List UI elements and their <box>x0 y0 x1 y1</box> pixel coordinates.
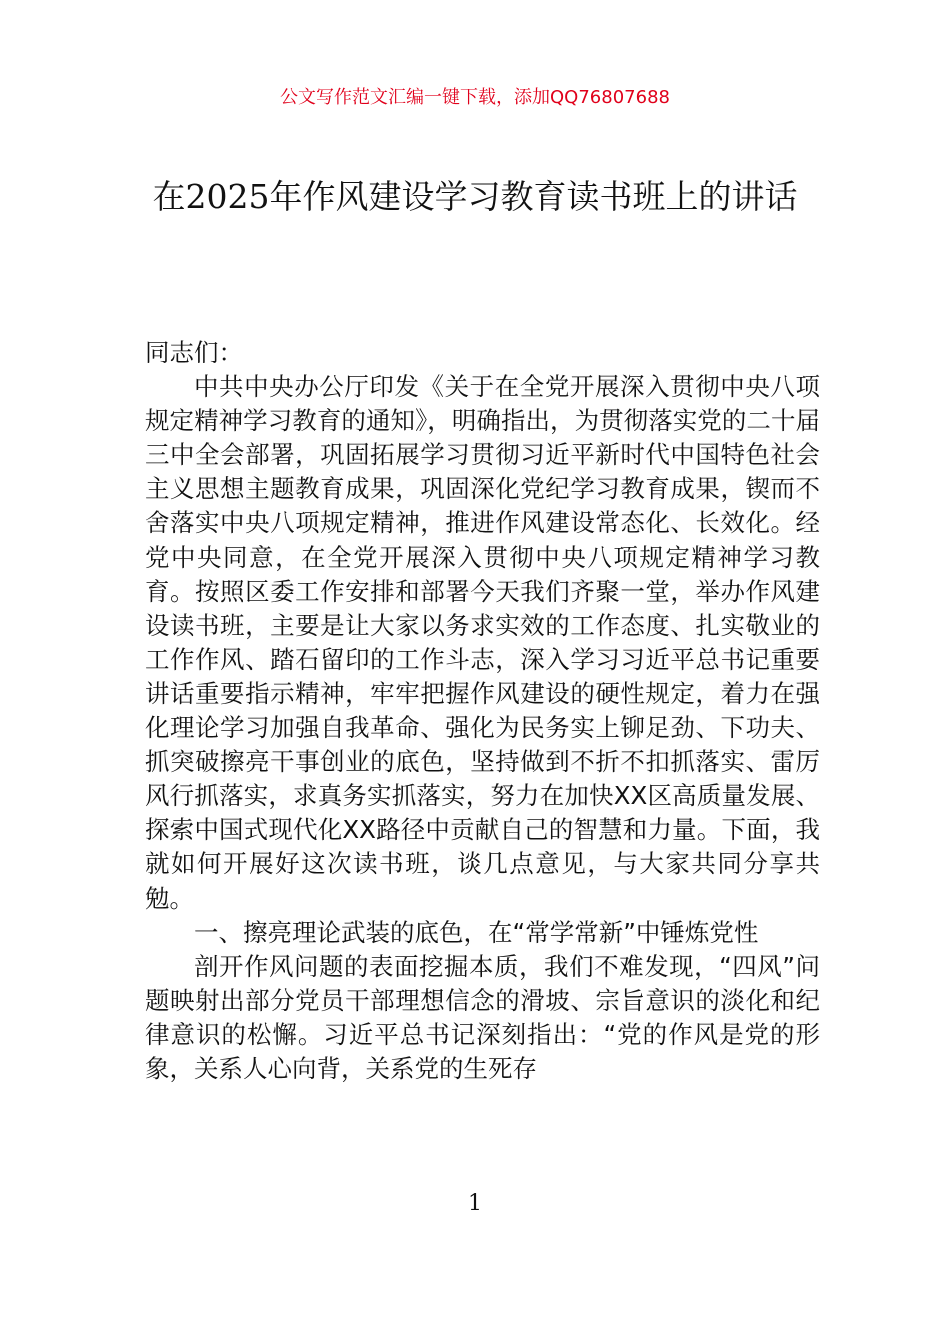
section-heading-1: 一、擦亮理论武装的底色，在“常学常新”中锤炼党性 <box>194 917 759 947</box>
document-body <box>145 336 820 1086</box>
page-number: 1 <box>468 1191 482 1216</box>
download-banner: 公文写作范文汇编一键下载，添加QQ76807688 <box>280 87 670 108</box>
paragraph-section-1: 剖开作风问题的表面挖掘本质，我们不难发现，“四风”问题映射出部分党员干部理想信念的滑坡、宗旨意识的淡化和纪律意识的松懈。习近平总书记深刻指出：“党的作风是党的形象，关系人心向背，关系党的生死存 <box>145 951 820 1083</box>
salutation: 同志们： <box>145 338 243 367</box>
paragraph-intro: 中共中央办公厅印发《关于在全党开展深入贯彻中央八项规定精神学习教育的通知》，明确指出，为贯彻落实党的二十届三中全会部署，巩固拓展学习贯彻习近平新时代中国特色社会主义思想主题教育成果，巩固深化党纪学习教育成果，锲而不舍落实中央八项规定精神，推进作风建设常态化、长效化。经党中央同意，在全党开展深入贯彻中央八项规定精神学习教育。按照区委工作安排和部署今天我们齐聚一堂，举办作风建设读书班，主要是让大家以务求实效的工作态度、扎实敬业的工作作风、踏石留印的工作斗志，深入学习习近平总书记重要讲话重要指示精神，牢牢把握作风建设的硬性规定，着力在强化理论学习加强自我革命、强化为民务实上铆足劲、下功夫、抓突破擦亮干事创业的底色，坚持做到不折不扣抓落实、雷厉风行抓落实，求真务实抓落实，努力在加快XX区高质量发展、探索中国式现代化XX路径中贡献自己的智慧和力量。下面，我就如何开展好这次读书班，谈几点意见，与大家共同分享共勉。 <box>145 372 820 913</box>
document-title: 在2025年作风建设学习教育读书班上的讲话 <box>152 177 798 216</box>
